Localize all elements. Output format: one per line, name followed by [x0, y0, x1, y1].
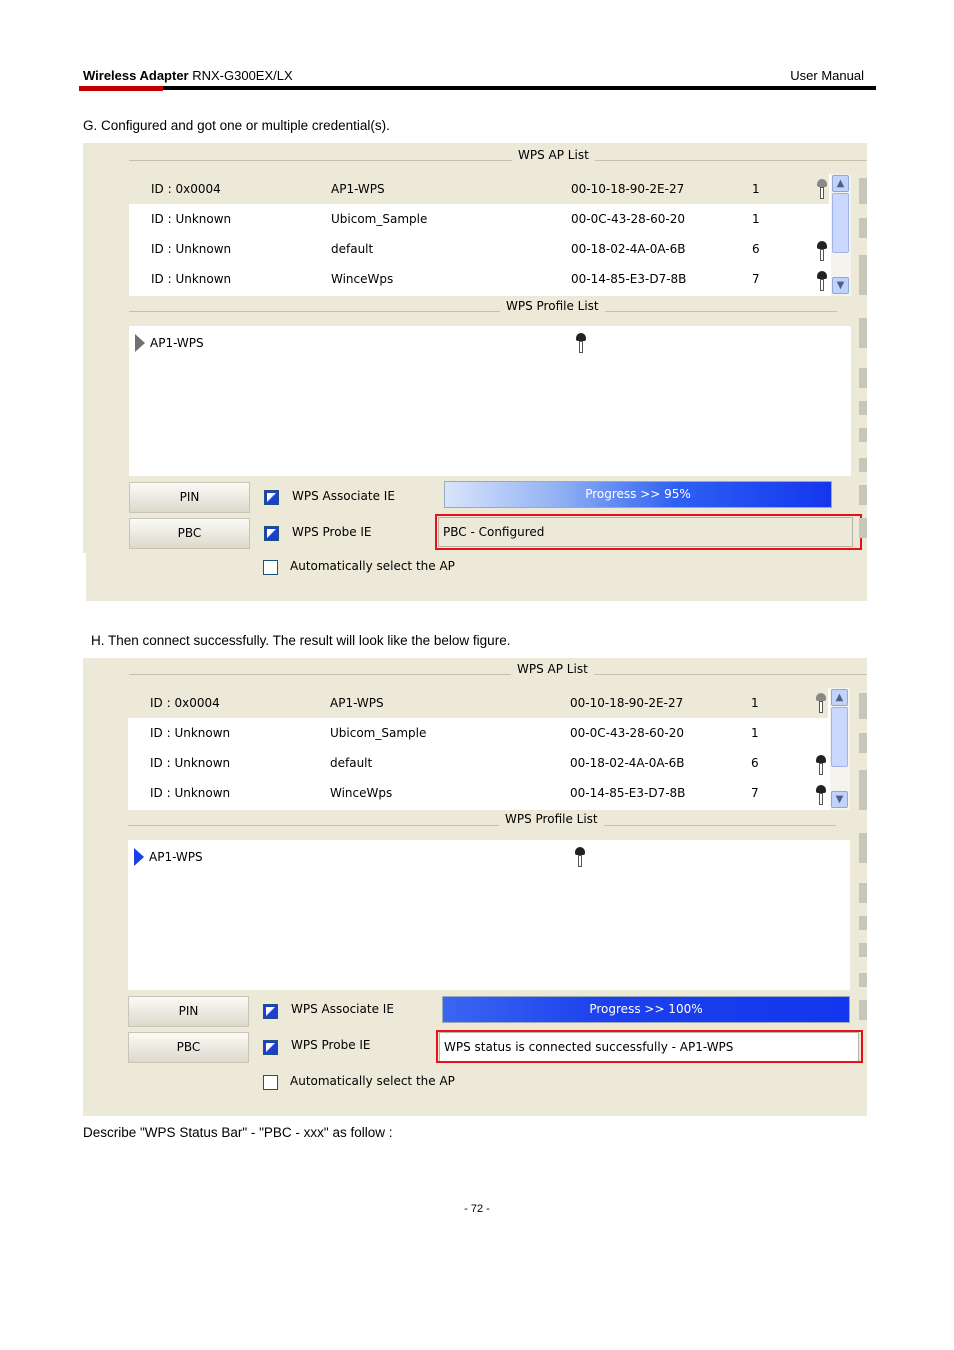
auto-select-label: Automatically select the AP: [290, 559, 455, 573]
scroll-down-icon[interactable]: ▼: [831, 791, 848, 808]
header-rule-accent: [79, 86, 163, 91]
progress-bar: Progress >> 95%: [444, 481, 832, 508]
auto-select-checkbox[interactable]: [263, 1075, 278, 1090]
scroll-thumb[interactable]: [832, 193, 849, 253]
scroll-down-icon[interactable]: ▼: [832, 277, 849, 294]
ap-list[interactable]: [129, 174, 851, 296]
key-icon: [576, 333, 586, 353]
auto-select-checkbox[interactable]: [263, 560, 278, 575]
scroll-up-icon[interactable]: ▲: [832, 175, 849, 192]
associate-ie-checkbox[interactable]: [264, 490, 279, 505]
describe-text: Describe "WPS Status Bar" - "PBC - xxx" as follow :: [83, 1125, 393, 1140]
ap-row[interactable]: ID : Unknown Ubicom_Sample 00-0C-43-28-60-20 1: [151, 212, 760, 226]
header-rule: [79, 86, 876, 90]
wps-panel-g: [83, 143, 867, 601]
pin-button[interactable]: PIN: [128, 996, 249, 1027]
key-icon: [817, 241, 827, 261]
wps-status-bar: WPS status is connected successfully - AP1-WPS: [439, 1032, 859, 1062]
ap-list-scrollbar[interactable]: [830, 688, 850, 810]
ap-list-label: WPS AP List: [512, 148, 595, 162]
ap-row[interactable]: ID : Unknown default 00-18-02-4A-0A-6B 6: [128, 748, 828, 778]
profile-list-label: WPS Profile List: [500, 299, 605, 313]
ap-list-label: WPS AP List: [511, 662, 594, 676]
probe-ie-label: WPS Probe IE: [292, 525, 372, 539]
progress-bar: Progress >> 100%: [442, 996, 850, 1023]
associate-ie-label: WPS Associate IE: [292, 489, 395, 503]
key-icon: [816, 755, 826, 775]
highlight-box: [436, 1030, 863, 1063]
ap-list[interactable]: [128, 688, 850, 810]
key-icon: [816, 693, 826, 713]
profile-item[interactable]: AP1-WPS: [150, 336, 204, 350]
profile-list[interactable]: [129, 326, 851, 476]
profile-list[interactable]: [128, 840, 850, 990]
step-g-text: G. Configured and got one or multiple credential(s).: [83, 118, 390, 133]
key-icon: [575, 847, 585, 867]
pbc-button[interactable]: PBC: [129, 518, 250, 549]
pbc-button[interactable]: PBC: [128, 1032, 249, 1063]
ap-row[interactable]: ID : Unknown WinceWps 00-14-85-E3-D7-8B 7: [128, 778, 828, 808]
auto-select-label: Automatically select the AP: [290, 1074, 455, 1088]
ap-row[interactable]: ID : Unknown Ubicom_Sample 00-0C-43-28-60-20 1: [150, 726, 759, 740]
profile-list-label: WPS Profile List: [499, 812, 604, 826]
ap-row[interactable]: ID : 0x0004 AP1-WPS 00-10-18-90-2E-27 1: [129, 174, 829, 204]
scroll-up-icon[interactable]: ▲: [831, 689, 848, 706]
probe-ie-checkbox[interactable]: [263, 1040, 278, 1055]
scroll-thumb[interactable]: [831, 707, 848, 767]
wps-panel-h: [83, 658, 867, 1116]
ap-list-scrollbar[interactable]: [831, 174, 851, 296]
probe-ie-label: WPS Probe IE: [291, 1038, 371, 1052]
associate-ie-checkbox[interactable]: [263, 1004, 278, 1019]
profile-arrow-icon: [135, 334, 145, 352]
profile-item[interactable]: AP1-WPS: [149, 850, 203, 864]
header-title: Wireless Adapter RNX-G300EX/LX: [83, 68, 293, 83]
header-doc-type: User Manual: [790, 68, 864, 83]
page-number: - 72 -: [464, 1203, 490, 1215]
ap-row[interactable]: ID : 0x0004 AP1-WPS 00-10-18-90-2E-27 1: [128, 688, 828, 718]
ap-row[interactable]: ID : Unknown WinceWps 00-14-85-E3-D7-8B 7: [129, 264, 829, 294]
step-h-text: H. Then connect successfully. The result will look like the below figure.: [91, 633, 511, 648]
pin-button[interactable]: PIN: [129, 482, 250, 513]
probe-ie-checkbox[interactable]: [264, 526, 279, 541]
associate-ie-label: WPS Associate IE: [291, 1002, 394, 1016]
ap-row[interactable]: ID : Unknown default 00-18-02-4A-0A-6B 6: [129, 234, 829, 264]
profile-arrow-icon: [134, 848, 144, 866]
key-icon: [817, 179, 827, 199]
highlight-box: [435, 514, 862, 550]
key-icon: [817, 271, 827, 291]
key-icon: [816, 785, 826, 805]
wps-status-bar: PBC - Configured: [438, 517, 853, 547]
